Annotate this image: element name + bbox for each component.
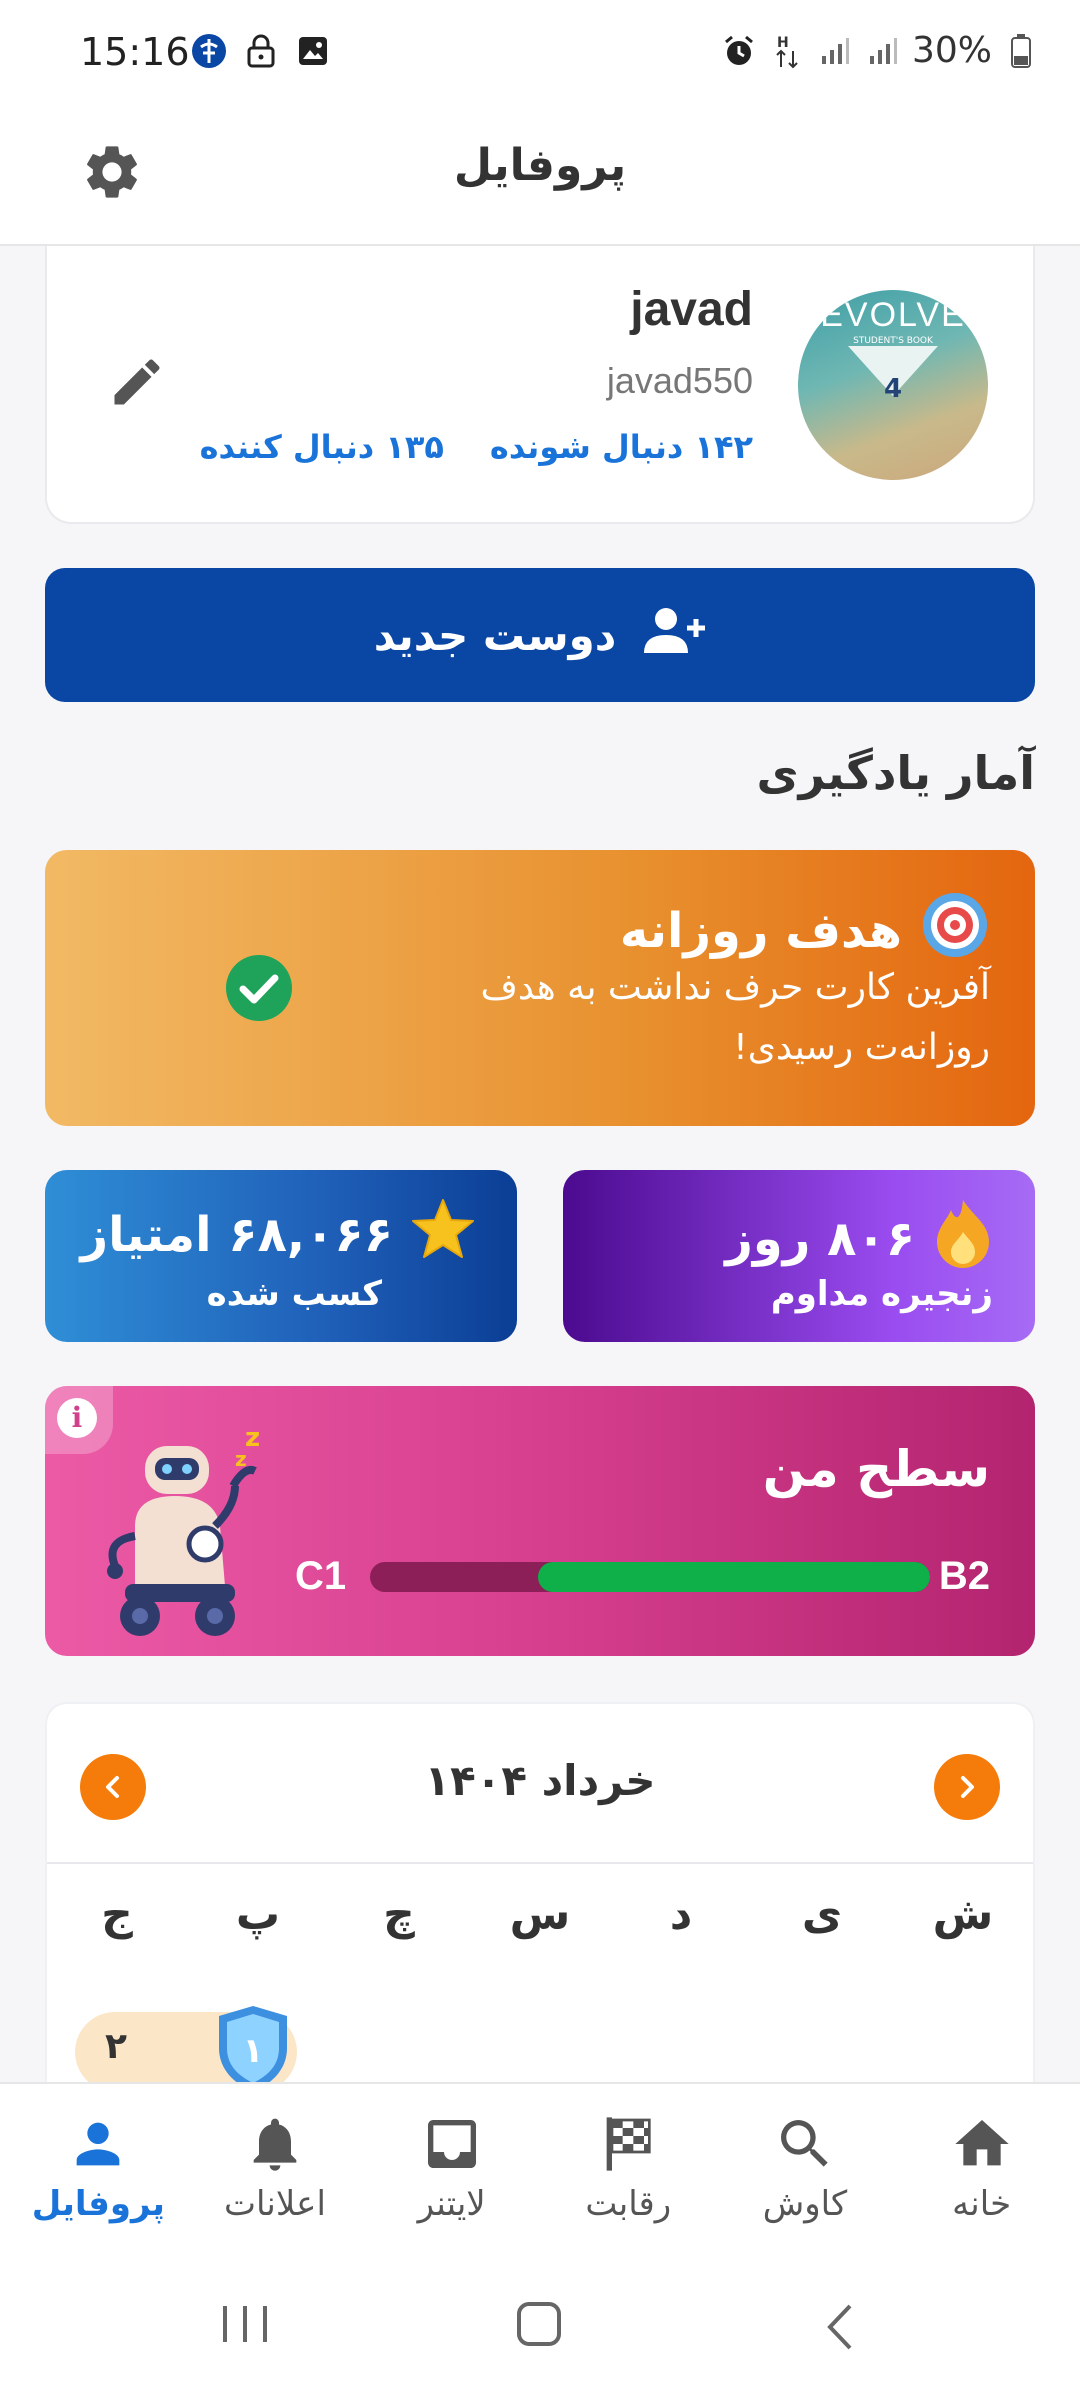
profile-username: javad550 bbox=[606, 360, 753, 401]
level-card bbox=[45, 1386, 1035, 1656]
checkered-flag-icon bbox=[596, 2112, 660, 2176]
data-icon bbox=[768, 32, 806, 70]
follow-counts bbox=[200, 428, 753, 466]
add-friend-button[interactable] bbox=[45, 568, 1035, 702]
weekday: د bbox=[669, 1889, 693, 1940]
level-from: C1 bbox=[295, 1554, 347, 1598]
recents-button[interactable] bbox=[215, 2302, 275, 2350]
calendar-day-1: ۱ bbox=[242, 2031, 264, 2071]
daily-goal-message: آفرین کارت حرف نداشت به هدف روزانه‌ت رسیدی! bbox=[480, 967, 990, 1068]
following-link[interactable]: ۱۴۲ دنبال شونده bbox=[489, 428, 753, 466]
search-icon bbox=[773, 2112, 837, 2176]
nav-home[interactable] bbox=[897, 2084, 1067, 2252]
back-button[interactable] bbox=[820, 2302, 860, 2356]
calendar-month-title: خرداد ۱۴۰۴ bbox=[424, 1756, 656, 1805]
nav-home-label: خانه bbox=[952, 2184, 1012, 2224]
nav-search-label: کاوش bbox=[762, 2184, 848, 2224]
weekday: ج bbox=[101, 1889, 133, 1940]
weekday: چ bbox=[383, 1889, 415, 1940]
add-friend-label: دوست جدید bbox=[373, 610, 617, 660]
image-icon bbox=[294, 32, 332, 70]
shield-icon[interactable] bbox=[215, 2004, 291, 2082]
streak-main bbox=[725, 1198, 993, 1280]
streak-value: ۸۰۶ روز bbox=[725, 1211, 915, 1267]
followers-link[interactable]: ۱۳۵ دنبال کننده bbox=[199, 428, 444, 466]
nav-leitner[interactable] bbox=[367, 2084, 537, 2252]
svg-text:z: z bbox=[235, 1447, 247, 1471]
weekday: ی bbox=[801, 1889, 843, 1940]
home-icon bbox=[950, 2112, 1014, 2176]
nav-leitner-label: لایتنر bbox=[417, 2184, 486, 2224]
home-square-icon bbox=[515, 2302, 565, 2346]
daily-goal-title: هدف روزانه bbox=[619, 903, 902, 959]
add-person-icon bbox=[640, 605, 706, 665]
nav-compete[interactable] bbox=[543, 2084, 713, 2252]
calendar-next-button[interactable] bbox=[934, 1754, 1000, 1820]
streak-card[interactable] bbox=[563, 1170, 1035, 1342]
bottom-navigation bbox=[0, 2082, 1080, 2252]
nav-notifications[interactable] bbox=[190, 2084, 360, 2252]
weekday: ش bbox=[932, 1889, 994, 1940]
nav-search[interactable] bbox=[720, 2084, 890, 2252]
level-title: سطح من bbox=[762, 1440, 990, 1498]
profile-card bbox=[45, 246, 1035, 524]
status-time: 15:16 bbox=[80, 30, 190, 74]
calendar-day[interactable]: ۲ bbox=[105, 2026, 127, 2067]
nav-profile[interactable] bbox=[13, 2084, 183, 2252]
inbox-icon bbox=[420, 2112, 484, 2176]
nav-profile-label: پروفایل bbox=[31, 2184, 165, 2224]
chevron-right-icon bbox=[952, 1772, 982, 1802]
bell-icon bbox=[243, 2112, 307, 2176]
level-progress-fill bbox=[538, 1562, 930, 1592]
weekday: س bbox=[509, 1889, 571, 1940]
status-bar bbox=[0, 0, 1080, 100]
home-system-button[interactable] bbox=[515, 2302, 565, 2350]
profile-name: javad bbox=[630, 283, 753, 336]
daily-goal-card bbox=[45, 850, 1035, 1126]
points-label: کسب شده bbox=[206, 1274, 382, 1314]
weekday: پ bbox=[235, 1889, 281, 1940]
recents-icon bbox=[215, 2302, 275, 2346]
calendar-header bbox=[47, 1704, 1033, 1864]
level-progress-bar bbox=[370, 1562, 930, 1592]
svg-text:z: z bbox=[245, 1426, 261, 1453]
person-icon bbox=[66, 2112, 130, 2176]
battery-icon bbox=[1002, 32, 1040, 70]
robot-illustration bbox=[95, 1426, 295, 1646]
battery-percent: 30% bbox=[911, 30, 992, 71]
points-value: ۶۸,۰۶۶ امتیاز bbox=[80, 1207, 393, 1263]
status-right bbox=[720, 30, 1040, 71]
info-icon: i bbox=[57, 1398, 97, 1438]
points-card[interactable] bbox=[45, 1170, 517, 1342]
app-notification-icon bbox=[190, 32, 228, 70]
back-chevron-icon bbox=[820, 2302, 860, 2352]
fire-icon bbox=[933, 1198, 993, 1280]
signal-icon-1 bbox=[816, 32, 854, 70]
nav-notifications-label: اعلانات bbox=[224, 2184, 326, 2224]
avatar-book-title: EVOLVE bbox=[820, 296, 966, 334]
app-header bbox=[0, 100, 1080, 246]
streak-calendar bbox=[45, 1702, 1035, 2082]
signal-icon-2 bbox=[864, 32, 902, 70]
check-circle-icon bbox=[225, 954, 293, 1022]
points-main bbox=[81, 1198, 475, 1272]
star-icon bbox=[411, 1198, 475, 1272]
lock-icon bbox=[242, 32, 280, 70]
status-left-icons bbox=[190, 32, 332, 70]
calendar-weekdays bbox=[77, 1889, 1003, 1940]
avatar[interactable] bbox=[798, 290, 988, 480]
svg-text:H: H bbox=[776, 34, 789, 51]
edit-pencil-icon[interactable] bbox=[107, 352, 167, 412]
avatar-book-subtitle: STUDENT'S BOOK bbox=[853, 336, 933, 346]
alarm-icon bbox=[720, 32, 758, 70]
level-to: B2 bbox=[938, 1554, 990, 1598]
stats-section-title: آمار یادگیری bbox=[756, 746, 1035, 800]
system-navigation bbox=[0, 2252, 1080, 2400]
page-title: پروفایل bbox=[453, 140, 627, 191]
nav-compete-label: رقابت bbox=[585, 2184, 672, 2224]
avatar-book-number: 4 bbox=[883, 374, 903, 404]
streak-label: زنجیره مداوم bbox=[770, 1274, 993, 1314]
